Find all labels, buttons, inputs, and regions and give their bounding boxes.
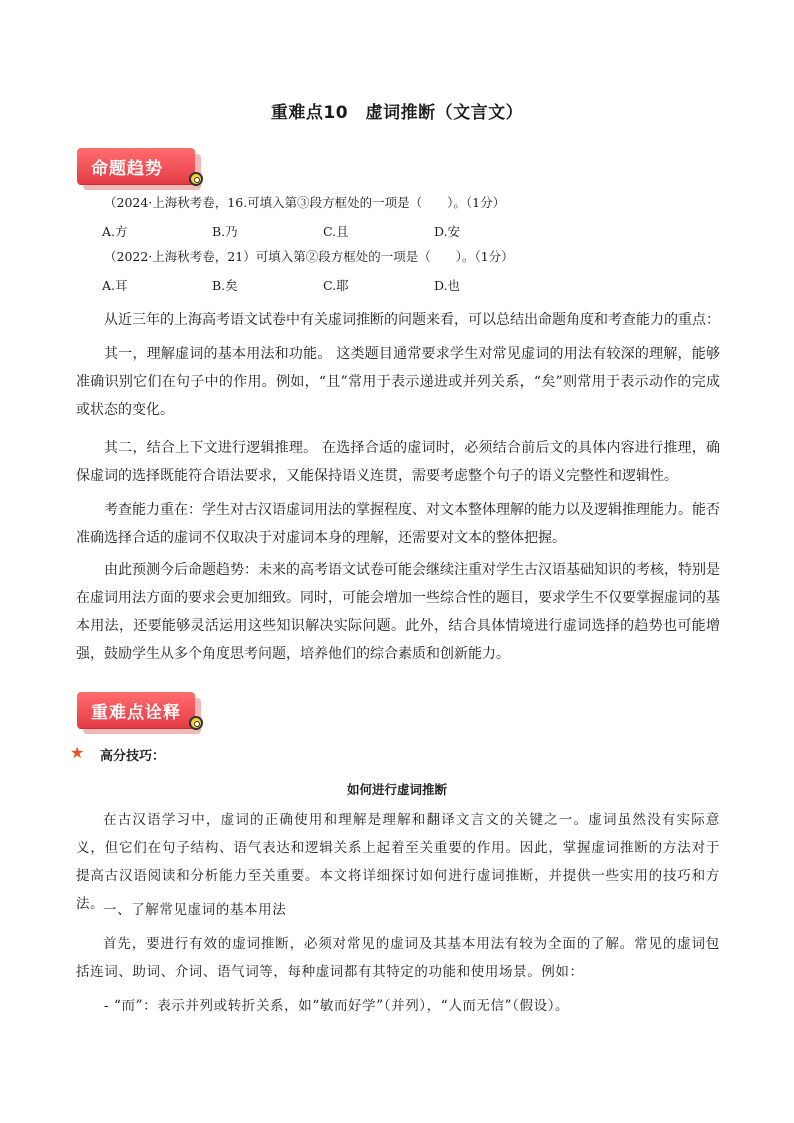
paragraph: 由此预测今后命题趋势：未来的高考语文试卷可能会继续注重对学生古汉语基础知识的考核，特别是在虚词用法方面的要求会更加细致。同时，可能会增加一些综合性的题目，要求学生不仅要掌握虚词的基本用法，还要能够灵活运用这些知识解决实际问题。此外，结合具体情境进行虚词选择的趋势也可能增强，鼓励学生从多个角度思考问题，培养他们的综合素质和创新能力。	[76, 562, 720, 662]
question-option: D.安	[434, 224, 461, 239]
article-paragraph: 首先，要进行有效的虚词推断，必须对常见的虚词及其基本用法有较为全面的了解。常见的虚词包括连词、助词、介词、语气词等，每种虚词都有其特定的功能和使用场景。例如：	[76, 936, 720, 980]
paragraph: 其一，理解虚词的基本用法和功能。 这类题目通常要求学生对常见虚词的用法有较深的理解，能够准确识别它们在句子中的作用。例如，“且”常用于表示递进或并列关系，“矣”则常用于表示动作的完成或状态的变化。	[76, 346, 720, 418]
skill-heading: 高分技巧：	[100, 749, 166, 764]
question-option: A.耳	[102, 278, 128, 293]
question-option: B.乃	[212, 224, 238, 239]
article-list-item: - “而”：表示并列或转折关系，如“敏而好学”（并列），“人而无信”（假设）。	[104, 998, 570, 1014]
question-option: B.矣	[212, 278, 238, 293]
banner-ring-icon	[189, 172, 203, 186]
page-title: 重难点10 虚词推断（文言文）	[270, 103, 524, 123]
paragraph: 考查能力重在：学生对古汉语虚词用法的掌握程度、对文本整体理解的能力以及逻辑推理能力。能否准确选择合适的虚词不仅取决于对虚词本身的理解，还需要对文本的整体把握。	[76, 502, 720, 546]
question-option: D.也	[434, 278, 461, 293]
question-option: A.方	[102, 224, 128, 239]
article-paragraph: 在古汉语学习中，虚词的正确使用和理解是理解和翻译文言文的关键之一。虚词虽然没有实际意义，但它们在句子结构、语气表达和逻辑关系上起着至关重要的作用。因此，掌握虚词推断的方法对于提高古汉语阅读和分析能力至关重要。本文将详细探讨如何进行虚词推断，并提供一些实用的技巧和方法。	[76, 812, 720, 912]
question-stem: （2022·上海秋考卷，21）可填入第②段方框处的一项是（ ）。（1分）	[104, 249, 514, 264]
paragraph: 从近三年的上海高考语文试卷中有关虚词推断的问题来看，可以总结出命题角度和考查能力的重点：	[104, 312, 720, 328]
star-icon: ★	[70, 743, 85, 762]
section-banner-explain	[77, 692, 207, 742]
paragraph: 其二，结合上下文进行逻辑推理。 在选择合适的虚词时，必须结合前后文的具体内容进行推理，确保虚词的选择既能符合语法要求，又能保持语义连贯，需要考虑整个句子的语义完整性和逻辑性。	[76, 440, 720, 484]
question-option: C.且	[323, 224, 349, 239]
banner-label: 命题趋势	[91, 159, 163, 179]
article-title: 如何进行虚词推断	[346, 782, 447, 797]
question-option: C.耶	[323, 278, 349, 293]
article-heading: 一、了解常见虚词的基本用法	[103, 902, 287, 918]
section-banner-trend	[77, 148, 207, 198]
banner-label: 重难点诠释	[91, 703, 181, 723]
question-stem: （2024·上海秋考卷，16.可填入第③段方框处的一项是（ ）。（1分）	[104, 195, 506, 210]
banner-ring-icon	[189, 716, 203, 730]
